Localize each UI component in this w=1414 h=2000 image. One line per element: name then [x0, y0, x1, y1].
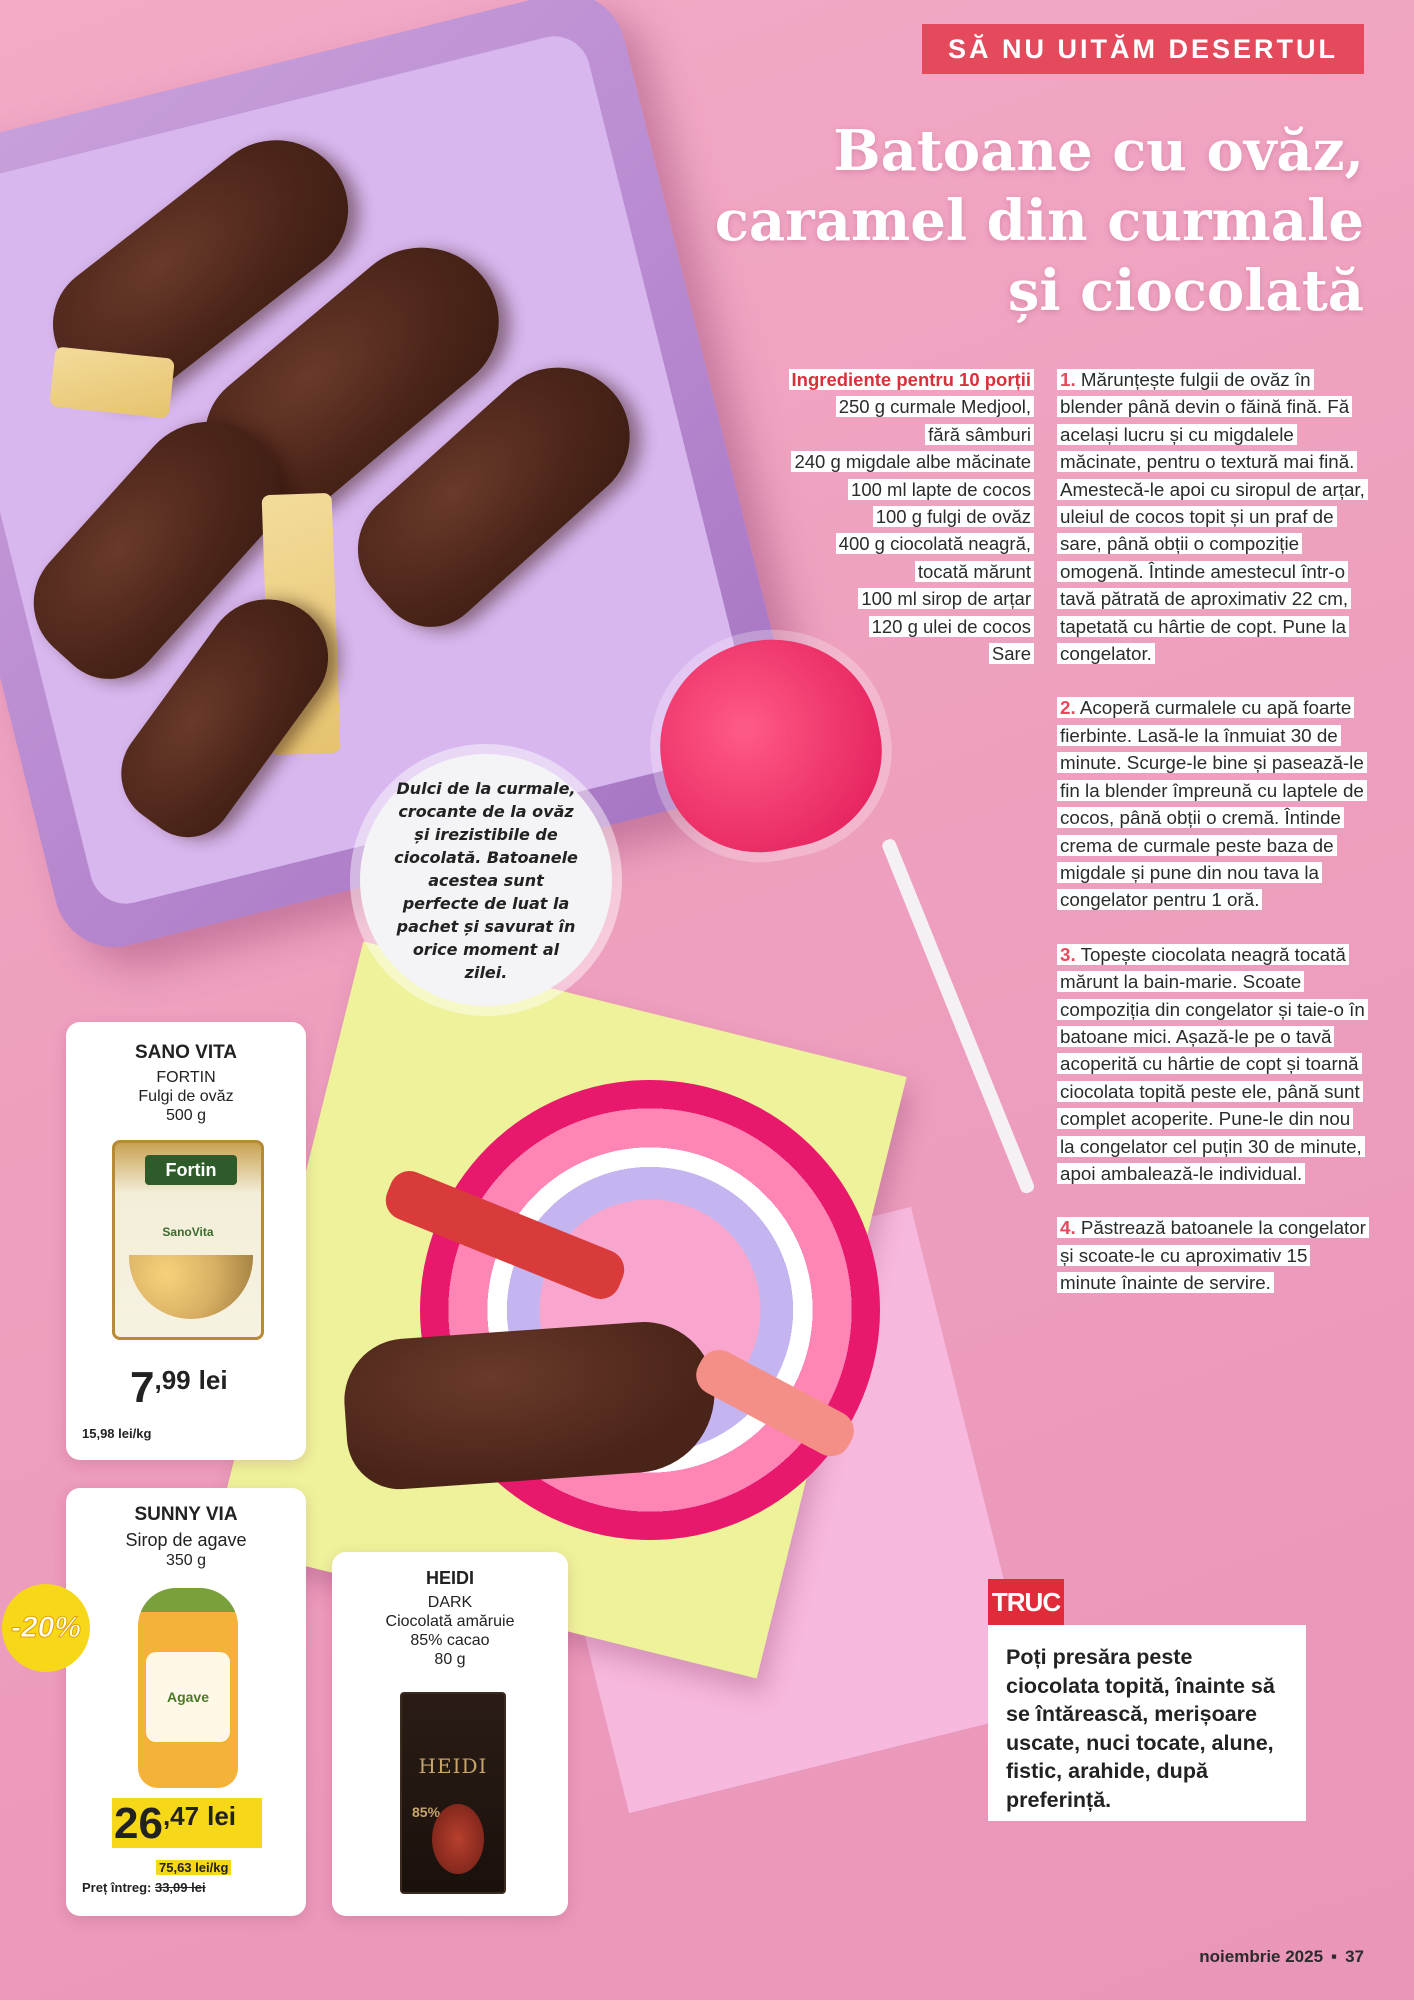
ingredients-list	[740, 366, 1034, 667]
product-card-sano-vita[interactable]	[66, 1022, 306, 1460]
footer-separator: ▪	[1331, 1947, 1338, 1966]
recipe-title	[664, 116, 1364, 326]
product-weight: 500 g	[165, 1107, 207, 1124]
ingredient-item: 400 g ciocolată neagră,	[836, 533, 1034, 554]
cacao-percent: 85%	[412, 1804, 441, 1820]
ingredients-heading: Ingrediente pentru 10 porții	[789, 369, 1035, 390]
page-number: 37	[1345, 1947, 1364, 1966]
price-currency: lei	[207, 1801, 237, 1831]
title-line: și ciocolată	[1007, 258, 1364, 324]
step-number: 3.	[1060, 943, 1076, 965]
discount-badge: -20%	[2, 1584, 90, 1672]
step-text: Mărunțește fulgii de ovăz în blender până devin o făină fină. Fă același lucru și cu migdalele măcinate, pentru o textură mai fină. Amestecă-le apoi cu siropul de arțar, uleiul de cocos topit și un praf de sare, până obții o compoziție omogenă. Întinde amestecul într-o tavă pătrată de aproximativ 22 cm, tapetată cu hârtie de copt. Pune la congelator.	[1060, 369, 1365, 665]
product-price	[114, 1799, 237, 1848]
step	[1057, 366, 1367, 667]
product-card-sunny-via[interactable]	[66, 1488, 306, 1916]
product-name: DARK	[427, 1594, 473, 1611]
full-price	[82, 1880, 206, 1895]
section-tag: SĂ NU UITĂM DESERTUL	[922, 24, 1364, 74]
bar-cross-section	[49, 346, 175, 418]
step	[1057, 941, 1367, 1188]
step-text: Topește ciocolata neagră tocată mărunt la bain-marie. Scoate compoziția din congelator și taie-o în batoane mici. Așază-le pe o tavă acoperită cu hârtie de copt și toarnă ciocolata topită peste ele, până sunt complet acoperite. Pune-le din nou la congelator cel puțin 30 de minute, apoi ambalează-le individual.	[1060, 943, 1365, 1184]
full-price-label: Preț întreg:	[82, 1880, 152, 1895]
price-integer: 26	[114, 1799, 163, 1848]
ingredient-item: 120 g ulei de cocos	[869, 616, 1034, 637]
oat-flakes-package	[112, 1140, 264, 1340]
ingredient-item: tocată mărunt	[915, 561, 1034, 582]
price-integer: 7	[130, 1363, 155, 1412]
cocoa-pod-image	[432, 1804, 484, 1874]
page-footer	[1199, 1947, 1364, 1967]
product-name: FORTIN	[156, 1069, 216, 1086]
quote-text: Dulci de la curmale, crocante de la ovăz și irezistibile de ciocolată. Batoanele acestea sunt perfecte de luat la pachet și savurat în orice moment al zilei.	[394, 778, 578, 982]
step	[1057, 694, 1367, 913]
ingredient-item: 250 g curmale Medjool,	[836, 396, 1034, 417]
ingredient-item: 100 ml lapte de cocos	[848, 479, 1034, 500]
package-logo: Fortin	[145, 1155, 237, 1185]
ingredient-item: 100 g fulgi de ovăz	[873, 506, 1034, 527]
unit-price: 15,98 lei/kg	[82, 1426, 152, 1441]
product-brand: HEIDI	[425, 1568, 474, 1588]
step-number: 4.	[1060, 1217, 1076, 1239]
product-brand: SUNNY VIA	[134, 1504, 238, 1525]
package-brand: SanoVita	[162, 1225, 214, 1239]
chocolate-bar	[340, 1317, 720, 1492]
step-number: 2.	[1060, 697, 1076, 719]
unit-price: 75,63 lei/kg	[156, 1860, 231, 1875]
quote-bubble	[360, 754, 612, 1006]
ingredient-item: 240 g migdale albe măcinate	[791, 451, 1034, 472]
product-name: Fulgi de ovăz	[138, 1088, 234, 1105]
full-price-value: 33,09 lei	[154, 1880, 206, 1895]
oat-bowl-image	[129, 1255, 253, 1319]
bottle-label: Agave	[146, 1652, 230, 1742]
parchment-paper	[0, 29, 759, 912]
tip-tag: TRUC	[988, 1579, 1064, 1625]
price-decimal: ,47	[162, 1801, 200, 1831]
tip-text: Poți presăra peste ciocolata topită, înainte să se întărească, merișoare uscate, nuci tocate, alune, fistic, arahide, după preferință.	[1006, 1645, 1275, 1812]
step	[1057, 1214, 1367, 1296]
ingredient-item: fără sâmburi	[925, 424, 1034, 445]
chocolate-package	[400, 1692, 506, 1894]
product-name: 85% cacao	[410, 1632, 490, 1649]
step-text: Acoperă curmalele cu apă foarte fierbinte. Lasă-le la înmuiat 30 de minute. Scurge-le bine și pasează-le fin la blender împreună cu laptele de cocos, până obții o cremă. Întinde crema de curmale peste baza de migdale și pune din nou tava la congelator pentru 1 oră.	[1060, 697, 1364, 911]
product-price	[130, 1363, 228, 1412]
product-brand: SANO VITA	[134, 1042, 238, 1063]
product-weight: 80 g	[434, 1651, 466, 1668]
lollipop-stick	[881, 837, 1036, 1195]
product-name: Ciocolată amăruie	[385, 1613, 515, 1630]
title-line: caramel din curmale	[714, 188, 1364, 254]
step-number: 1.	[1060, 369, 1076, 390]
tip-box	[988, 1625, 1306, 1821]
ingredient-item: 100 ml sirop de arțar	[858, 588, 1034, 609]
recipe-steps	[1057, 366, 1367, 1324]
product-weight: 350 g	[165, 1552, 207, 1569]
step-text: Păstrează batoanele la congelator și scoate-le cu aproximativ 15 minute înainte de servire.	[1060, 1217, 1366, 1294]
title-line: Batoane cu ovăz,	[833, 118, 1364, 184]
agave-syrup-bottle	[138, 1588, 238, 1788]
price-decimal: ,99	[154, 1365, 191, 1395]
issue-date: noiembrie 2025	[1199, 1947, 1324, 1966]
product-name: Sirop de agave	[125, 1530, 247, 1550]
product-card-heidi[interactable]	[332, 1552, 568, 1916]
ingredient-item: Sare	[989, 643, 1034, 664]
price-currency: lei	[198, 1365, 228, 1395]
package-brand: HEIDI	[418, 1754, 488, 1778]
